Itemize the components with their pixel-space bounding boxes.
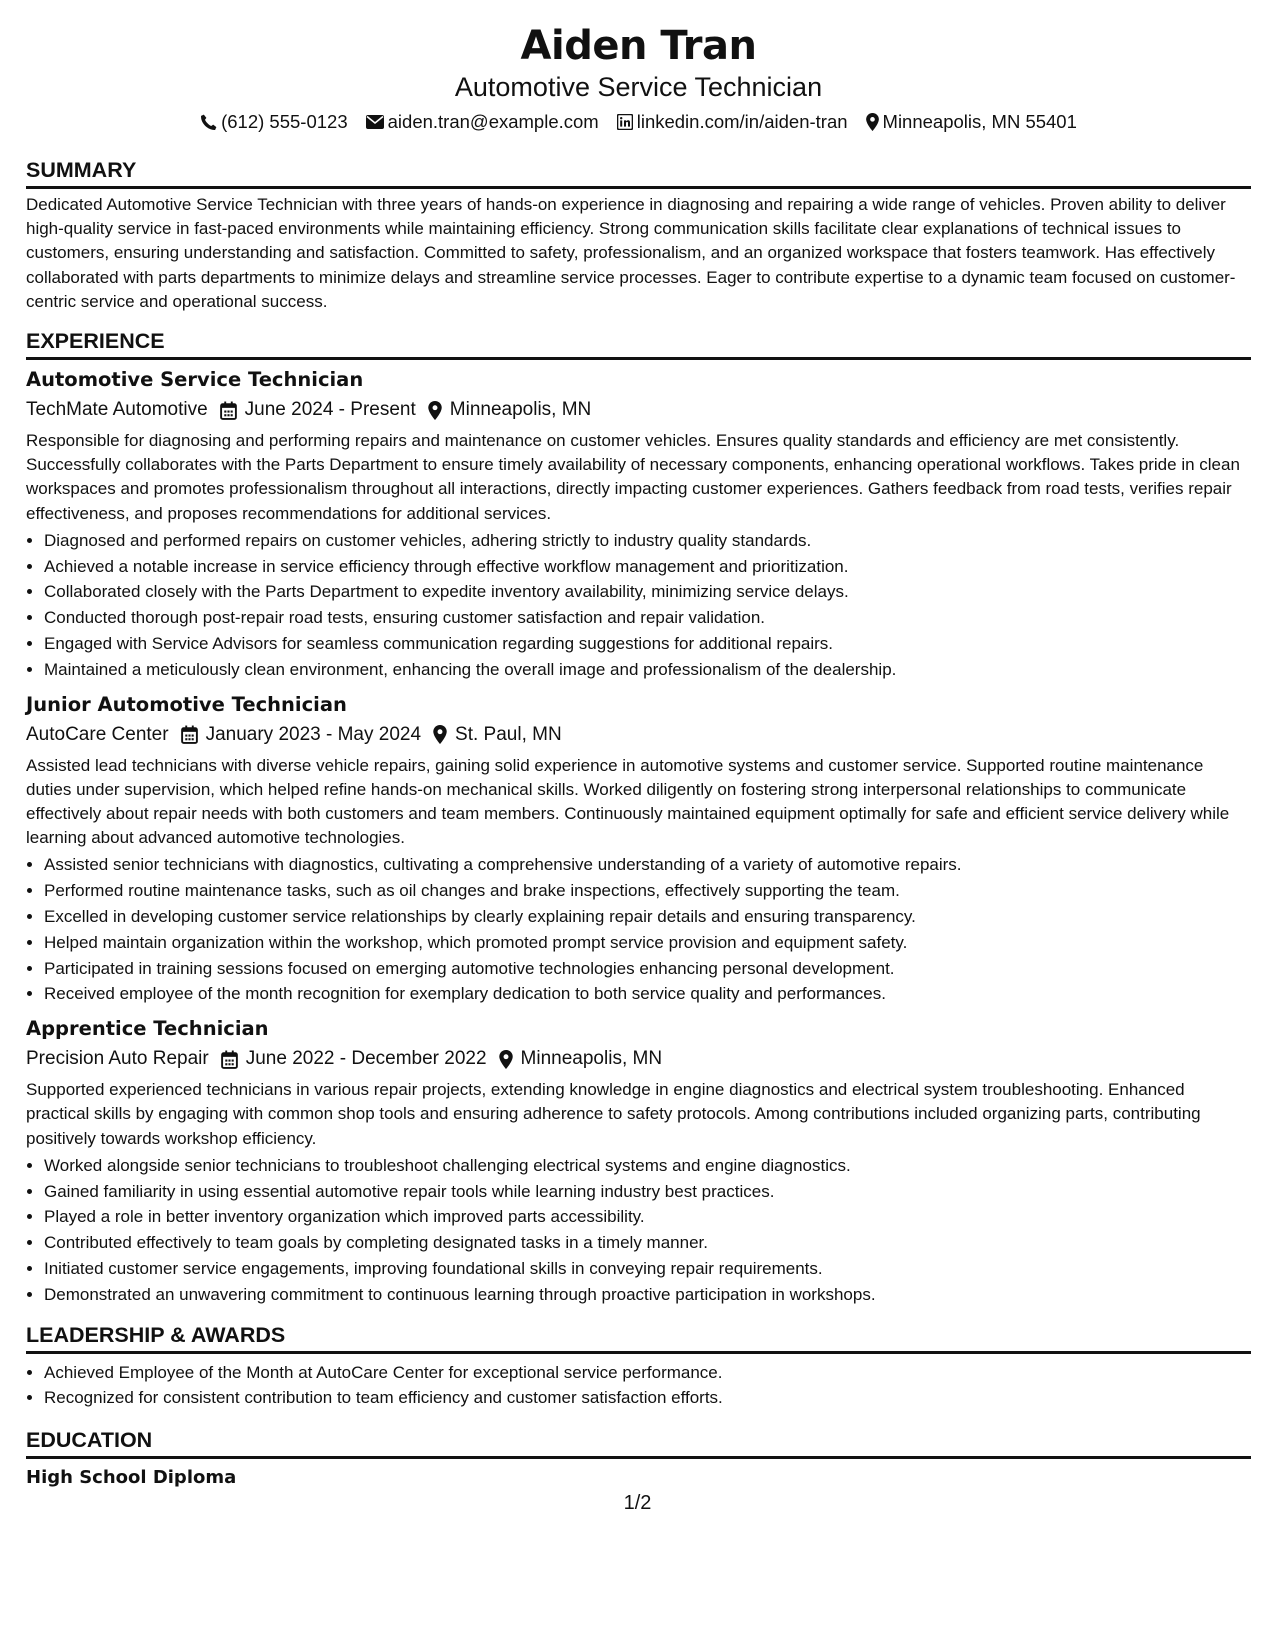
map-pin-icon xyxy=(866,113,879,131)
job-title: Automotive Service Technician xyxy=(26,368,364,392)
company-name: TechMate Automotive xyxy=(26,399,208,421)
list-item: • Received employee of the month recognition for exemplary dedication to both service quality and performances. xyxy=(44,981,1251,1007)
candidate-title: Automotive Service Technician xyxy=(454,72,823,102)
job-location xyxy=(416,395,592,425)
list-item: • Demonstrated an unwavering commitment to continuous learning through proactive participation in workshops. xyxy=(44,1282,1251,1308)
list-item: • Achieved Employee of the Month at AutoCare Center for exceptional service performance. xyxy=(44,1360,1251,1386)
summary-text: Dedicated Automotive Service Technician with three years of hands-on experience in diagnosing and repairing a wide range of vehicles. Proven ability to deliver high-quality service in fast-paced environments while maintaining efficiency. Strong communication skills facilitate clear explanations of technical issues to customers, ensuring understanding and satisfaction. Committed to safety, professionalism, and an organized workspace that fosters teamwork. Has effectively collaborated with parts departments to minimize delays and streamline service processes. Eager to contribute expertise to a dynamic team focused on customer-centric service and operational success. xyxy=(26,195,1236,311)
job-dates-text: June 2024 - Present xyxy=(244,399,416,421)
job-dates-text: January 2023 - May 2024 xyxy=(205,723,422,745)
job-entry xyxy=(26,691,1251,1008)
linkedin-url: linkedin.com/in/aiden-tran xyxy=(636,111,848,132)
job-location xyxy=(421,720,562,750)
email-address: aiden.tran@example.com xyxy=(387,111,599,132)
phone-icon xyxy=(200,114,217,131)
list-item: • Contributed effectively to team goals by completing designated tasks in a timely manner. xyxy=(44,1230,1251,1256)
list-item: • Excelled in developing customer service relationships by clearly explaining repair details and ensuring transparency. xyxy=(44,904,1251,930)
resume-header xyxy=(26,20,1251,135)
contact-linkedin xyxy=(617,109,848,135)
list-item: • Conducted thorough post-repair road tests, ensuring customer satisfaction and repair validation. xyxy=(44,605,1251,631)
list-item: • Achieved a notable increase in service efficiency through effective workflow management and prioritization. xyxy=(44,554,1251,580)
calendar-icon xyxy=(181,725,198,744)
resume-page xyxy=(26,20,1251,1491)
job-meta xyxy=(26,720,1251,750)
list-item: • Maintained a meticulously clean environment, enhancing the overall image and professionalism of the dealership. xyxy=(44,657,1251,683)
leadership-bullets xyxy=(26,1360,1251,1412)
section-heading-experience: EXPERIENCE xyxy=(26,327,1251,360)
job-entry xyxy=(26,1015,1251,1307)
location-text: Minneapolis, MN 55401 xyxy=(882,111,1077,132)
list-item: • Diagnosed and performed repairs on customer vehicles, adhering strictly to industry quality standards. xyxy=(44,528,1251,554)
list-item: • Collaborated closely with the Parts Department to expedite inventory availability, minimizing service delays. xyxy=(44,579,1251,605)
job-bullets xyxy=(26,528,1251,683)
job-description: Responsible for diagnosing and performing repairs and maintenance on customer vehicles. Ensures quality standards and efficiency are met consistently. Successfully collaborates with the Parts Department to ensure timely availability of necessary components, enhancing operational workflows. Takes pride in clean workspaces and promotes professionalism throughout all interactions, directly impacting customer experiences. Gathers feedback from road tests, verifies repair effectiveness, and proposes recommendations for additional services. xyxy=(26,431,1240,523)
section-heading-education: EDUCATION xyxy=(26,1426,1251,1459)
candidate-name: Aiden Tran xyxy=(520,23,757,69)
job-title: Junior Automotive Technician xyxy=(26,692,347,716)
company-name: Precision Auto Repair xyxy=(26,1048,209,1070)
list-item: • Worked alongside senior technicians to troubleshoot challenging electrical systems and engine diagnostics. xyxy=(44,1153,1251,1179)
experience-section xyxy=(26,327,1251,1308)
company-name: AutoCare Center xyxy=(26,723,169,745)
job-location-text: Minneapolis, MN xyxy=(449,399,592,421)
leadership-section xyxy=(26,1321,1251,1412)
list-item: • Participated in training sessions focused on emerging automotive technologies enhancing personal development. xyxy=(44,956,1251,982)
linkedin-icon xyxy=(617,114,633,130)
calendar-icon xyxy=(220,401,237,420)
job-dates xyxy=(169,720,421,750)
list-item: • Played a role in better inventory organization which improved parts accessibility. xyxy=(44,1204,1251,1230)
phone-number: (612) 555-0123 xyxy=(221,111,348,132)
list-item: • Gained familiarity in using essential automotive repair tools while learning industry best practices. xyxy=(44,1179,1251,1205)
job-title: Apprentice Technician xyxy=(26,1017,269,1041)
education-section xyxy=(26,1426,1251,1491)
contact-row xyxy=(26,109,1251,135)
page-number: 1/2 xyxy=(623,1492,652,1514)
job-description: Assisted lead technicians with diverse vehicle repairs, gaining solid experience in automotive systems and customer service. Supported routine maintenance duties under supervision, which helped refine hands-on mechanical skills. Worked diligently on fostering strong interpersonal relationships to communicate effectively about repair needs with both customers and team members. Continuously maintained equipment optimally for safe and efficient service delivery while learning about advanced automotive technologies. xyxy=(26,755,1230,848)
list-item: • Initiated customer service engagements, improving foundational skills in conveying repair requirements. xyxy=(44,1256,1251,1282)
education-degree: High School Diploma xyxy=(26,1467,237,1489)
job-bullets xyxy=(26,852,1251,1007)
job-meta xyxy=(26,395,1251,425)
list-item: • Performed routine maintenance tasks, such as oil changes and brake inspections, effectively supporting the team. xyxy=(44,878,1251,904)
job-dates xyxy=(209,1044,487,1074)
job-dates-text: June 2022 - December 2022 xyxy=(245,1048,487,1070)
section-heading-leadership: LEADERSHIP & AWARDS xyxy=(26,1321,1251,1354)
job-meta xyxy=(26,1044,1251,1074)
contact-email xyxy=(366,109,599,135)
map-pin-icon xyxy=(499,1050,513,1069)
list-item: • Recognized for consistent contribution to team efficiency and customer satisfaction efforts. xyxy=(44,1385,1251,1411)
job-entry xyxy=(26,366,1251,683)
job-location xyxy=(487,1044,663,1074)
job-location-text: Minneapolis, MN xyxy=(520,1048,663,1070)
section-heading-summary: SUMMARY xyxy=(26,156,1251,189)
map-pin-icon xyxy=(433,725,447,744)
job-dates xyxy=(208,395,416,425)
contact-location xyxy=(866,109,1077,135)
list-item: • Assisted senior technicians with diagnostics, cultivating a comprehensive understanding of a variety of automotive repairs. xyxy=(44,852,1251,878)
list-item: • Helped maintain organization within the workshop, which promoted prompt service provision and equipment safety. xyxy=(44,930,1251,956)
job-bullets xyxy=(26,1153,1251,1308)
job-description: Supported experienced technicians in various repair projects, extending knowledge in engine diagnostics and electrical system troubleshooting. Enhanced practical skills by engaging with common shop tools and ensuring adherence to safety protocols. Among contributions included organizing parts, contributing positively towards workshop efficiency. xyxy=(26,1080,1201,1148)
map-pin-icon xyxy=(428,401,442,420)
list-item: • Engaged with Service Advisors for seamless communication regarding suggestions for additional repairs. xyxy=(44,631,1251,657)
calendar-icon xyxy=(221,1050,238,1069)
job-location-text: St. Paul, MN xyxy=(455,723,562,745)
summary-section xyxy=(26,156,1251,314)
envelope-icon xyxy=(366,115,384,129)
contact-phone xyxy=(200,109,348,135)
